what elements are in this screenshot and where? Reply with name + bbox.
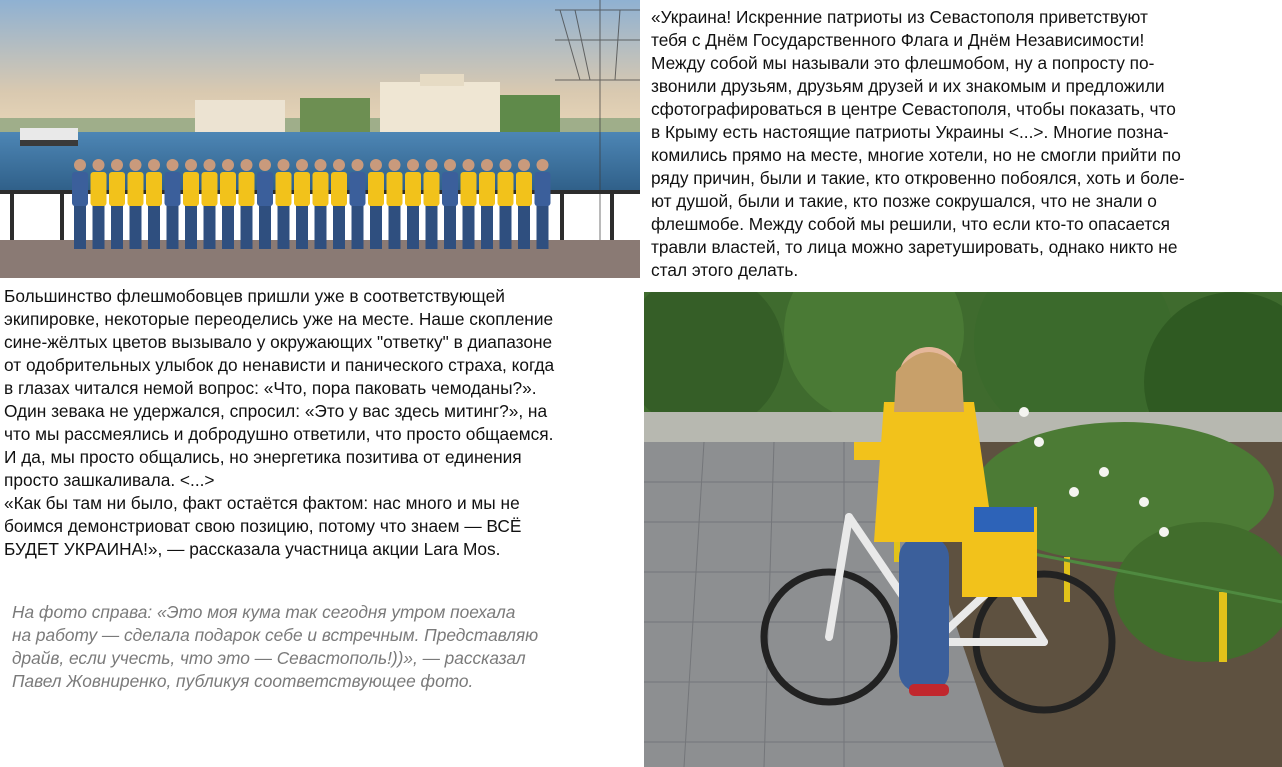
person-figure (72, 159, 88, 249)
person-figure (183, 159, 199, 249)
group-photo-image (0, 0, 640, 278)
person-figure (220, 159, 236, 249)
person-figure (516, 159, 532, 249)
photo-caption: На фото справа: «Это моя кума так сегодня утром поехала на работу — сделала подарок себе и встречным. Представляю драйв, если учесть, что это — Севастополь!))», — рассказал Павел Жовниренко, публикуя соответствующее фото. (12, 602, 539, 691)
person-figure (479, 159, 495, 249)
person-figure (165, 159, 181, 249)
person-figure (276, 159, 292, 249)
person-figure (202, 159, 218, 249)
closing-quote-paragraph: «Как бы там ни было, факт остаётся фактом: нас много и мы не боимся демонстриоват свою позицию, потому что знаем — ВСЁ БУДЕТ УКРАИНА!», — рассказала участница акции Lara Mos. (4, 493, 522, 559)
person-figure (146, 159, 162, 249)
person-figure (535, 159, 551, 249)
bicycle-photo (644, 292, 1282, 767)
person-figure (461, 159, 477, 249)
person-figure (109, 159, 125, 249)
bicycle-photo-image (644, 292, 1282, 767)
person-figure (498, 159, 514, 249)
person-figure (294, 159, 310, 249)
intro-quote-paragraph: «Украина! Искренние патриоты из Севастополя приветствуют тебя с Днём Государственного Флага и Днём Независимости! Между собой мы называли это флешмобом, ну а попросту по- звонили друзьям, друзьям друзей и их знакомым и предложили сфотографироваться в центре Севастополя, чтобы показать, что в Крыму есть настоящие патриоты Украины <...>. Многие позна- комились прямо на месте, многие хотели, но не смогли прийти по ряду причин, были и такие, кто откровенно побоялся, хоть и болe- ют душой, были и такие, кто позже сокрушался, что не знали о флешмобе. Между собой мы решили, что если кто-то опасается травли властей, то лица можно заретушировать, однако никто не стал этого делать. (651, 7, 1185, 280)
person-figure (331, 159, 347, 249)
person-figure (350, 159, 366, 249)
flashmob-description-paragraph: Большинство флешмобовцев пришли уже в соответствующей экипировке, некоторые переоделись уже на месте. Наше скопление сине-жёлтых цветов вызывало у окружающих "ответку" в диапазоне от одобрительных улыбок до ненависти и панического страха, когда в глазах читался немой вопрос: «Что, пора паковать чемоданы?». Один зевака не удержался, спросил: «Это у вас здесь митинг?», на что мы рассмеялись и добродушно ответили, что просто общаемся. И да, мы просто общались, но энергетика позитива от единения просто зашкаливала. <...> (4, 286, 555, 490)
person-figure (91, 159, 107, 249)
person-figure (387, 159, 403, 249)
person-figure (239, 159, 255, 249)
person-figure (313, 159, 329, 249)
person-figure (128, 159, 144, 249)
person-figure (442, 159, 458, 249)
person-figure (405, 159, 421, 249)
person-figure (257, 159, 273, 249)
person-figure (368, 159, 384, 249)
group-photo (0, 0, 640, 278)
person-figure (424, 159, 440, 249)
